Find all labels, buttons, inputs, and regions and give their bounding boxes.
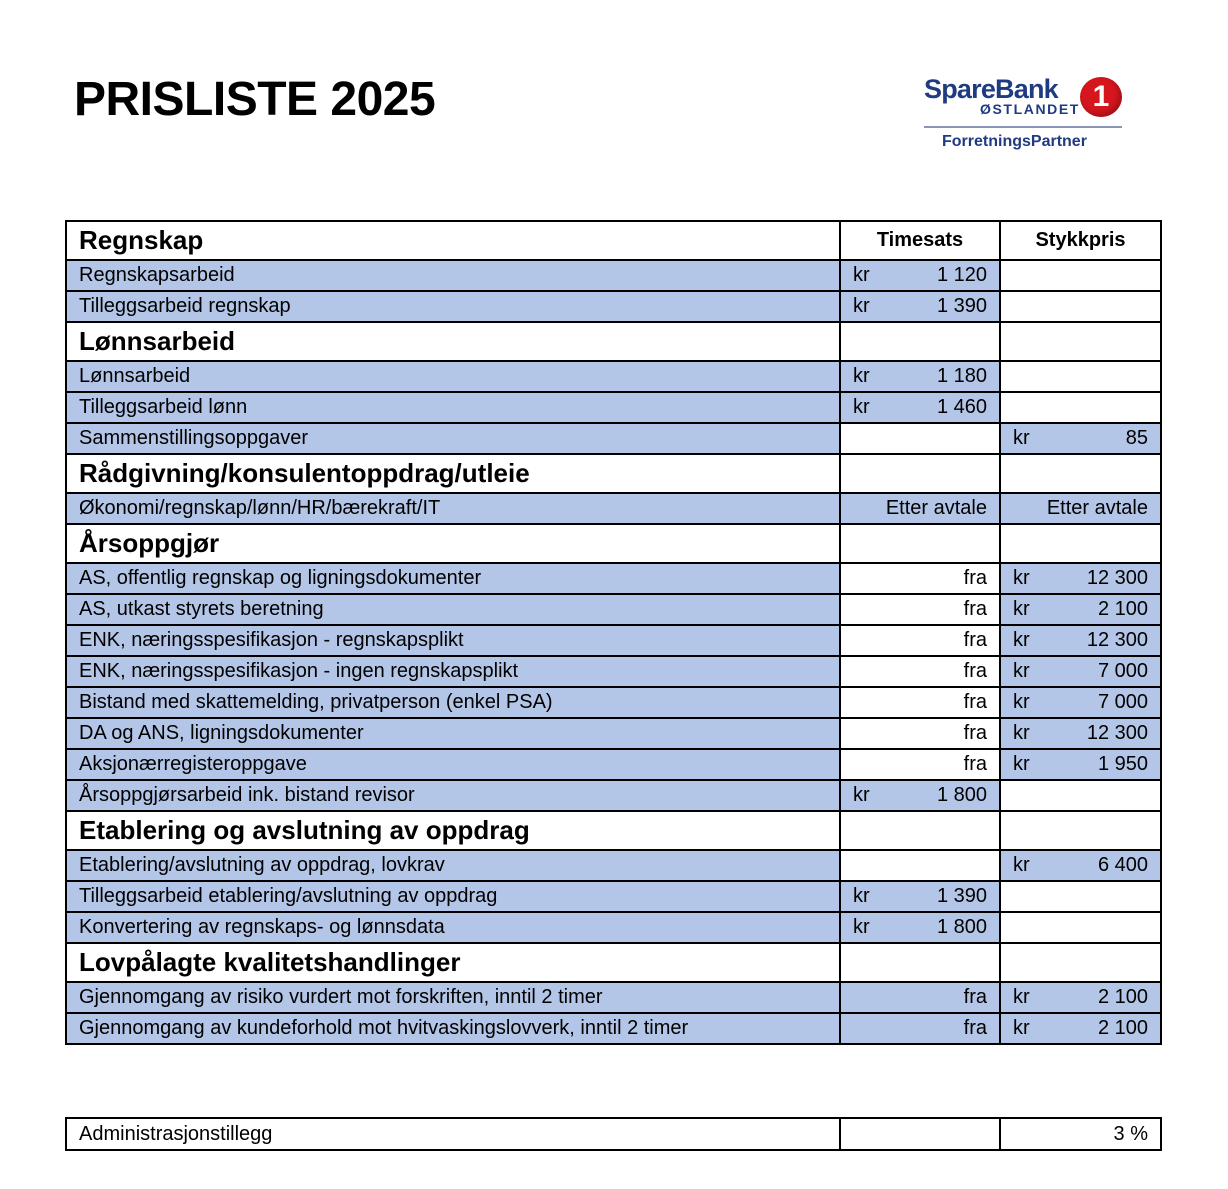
table-row xyxy=(66,260,1161,291)
currency: kr xyxy=(1013,629,1030,651)
currency: kr xyxy=(1013,691,1030,713)
admin-fee-empty-cell xyxy=(840,1118,1000,1150)
amount: 2 100 xyxy=(1097,598,1148,620)
unit-price-cell xyxy=(1000,322,1161,361)
unit-price-cell: Etter avtale xyxy=(1000,493,1161,524)
amount: 12 300 xyxy=(1086,722,1148,744)
table-row xyxy=(66,594,1161,625)
row-label: Lønnsarbeid xyxy=(66,361,840,392)
row-label: Regnskapsarbeid xyxy=(66,260,840,291)
currency: kr xyxy=(1013,427,1030,449)
sparebank-logo xyxy=(922,74,1132,154)
hourly-price-cell xyxy=(840,780,1000,811)
unit-price-cell xyxy=(1000,718,1161,749)
column-header-unit: Stykkpris xyxy=(1000,221,1161,260)
logo-partner-text: ForretningsPartner xyxy=(942,133,1087,150)
table-row xyxy=(66,687,1161,718)
from-prefix: fra xyxy=(840,687,1000,718)
amount: 2 100 xyxy=(1097,1017,1148,1039)
price-table xyxy=(65,220,1162,1045)
table-row xyxy=(66,625,1161,656)
currency: kr xyxy=(1013,854,1030,876)
row-label: AS, utkast styrets beretning xyxy=(66,594,840,625)
table-row xyxy=(66,361,1161,392)
unit-price-cell xyxy=(1000,1013,1161,1044)
currency: kr xyxy=(853,264,870,286)
unit-price-cell xyxy=(1000,749,1161,780)
section-heading: Lønnsarbeid xyxy=(66,322,840,361)
logo-region-text: ØSTLANDET xyxy=(980,101,1080,117)
hourly-price-cell xyxy=(840,322,1000,361)
table-row xyxy=(66,912,1161,943)
unit-price-cell xyxy=(1000,423,1161,454)
amount: 1 800 xyxy=(936,784,987,806)
from-prefix: fra xyxy=(840,625,1000,656)
section-row xyxy=(66,811,1161,850)
admin-fee-value: 3 % xyxy=(1000,1118,1161,1150)
hourly-price-cell xyxy=(840,881,1000,912)
unit-price-cell xyxy=(1000,260,1161,291)
section-heading: Regnskap xyxy=(66,221,840,260)
unit-price-cell xyxy=(1000,454,1161,493)
row-label: Tilleggsarbeid lønn xyxy=(66,392,840,423)
currency: kr xyxy=(1013,722,1030,744)
amount: 2 100 xyxy=(1097,986,1148,1008)
unit-price-cell xyxy=(1000,563,1161,594)
currency: kr xyxy=(853,295,870,317)
table-row xyxy=(66,563,1161,594)
amount: 12 300 xyxy=(1086,629,1148,651)
amount: 1 390 xyxy=(936,885,987,907)
hourly-price-cell xyxy=(840,524,1000,563)
row-label: Aksjonærregisteroppgave xyxy=(66,749,840,780)
currency: kr xyxy=(853,365,870,387)
hourly-price-cell xyxy=(840,811,1000,850)
from-prefix: fra xyxy=(840,982,1000,1013)
currency: kr xyxy=(1013,753,1030,775)
row-label: Gjennomgang av risiko vurdert mot forskriften, inntil 2 timer xyxy=(66,982,840,1013)
unit-price-cell xyxy=(1000,780,1161,811)
currency: kr xyxy=(853,916,870,938)
unit-price-cell xyxy=(1000,392,1161,423)
from-prefix: fra xyxy=(840,749,1000,780)
row-label: ENK, næringsspesifikasjon - regnskapsplikt xyxy=(66,625,840,656)
admin-fee-table xyxy=(65,1117,1162,1151)
unit-price-cell xyxy=(1000,881,1161,912)
currency: kr xyxy=(853,885,870,907)
row-label: ENK, næringsspesifikasjon - ingen regnskapsplikt xyxy=(66,656,840,687)
amount: 1 800 xyxy=(936,916,987,938)
table-row xyxy=(66,423,1161,454)
table-row xyxy=(66,392,1161,423)
section-row xyxy=(66,454,1161,493)
unit-price-cell xyxy=(1000,687,1161,718)
table-row xyxy=(66,881,1161,912)
table-row xyxy=(66,850,1161,881)
page-title: PRISLISTE 2025 xyxy=(74,73,436,126)
amount: 6 400 xyxy=(1097,854,1148,876)
logo-divider xyxy=(924,126,1122,128)
hourly-price-cell xyxy=(840,912,1000,943)
row-label: Bistand med skattemelding, privatperson (enkel PSA) xyxy=(66,687,840,718)
unit-price-cell xyxy=(1000,291,1161,322)
section-heading: Lovpålagte kvalitetshandlinger xyxy=(66,943,840,982)
currency: kr xyxy=(853,396,870,418)
row-label: Årsoppgjørsarbeid ink. bistand revisor xyxy=(66,780,840,811)
section-row xyxy=(66,943,1161,982)
amount: 1 460 xyxy=(936,396,987,418)
amount: 1 390 xyxy=(936,295,987,317)
table-row xyxy=(66,1118,1161,1150)
section-row xyxy=(66,322,1161,361)
hourly-price-cell xyxy=(840,943,1000,982)
unit-price-cell xyxy=(1000,943,1161,982)
table-row xyxy=(66,718,1161,749)
currency: kr xyxy=(853,784,870,806)
from-prefix: fra xyxy=(840,718,1000,749)
amount: 1 120 xyxy=(936,264,987,286)
unit-price-cell xyxy=(1000,850,1161,881)
table-row xyxy=(66,291,1161,322)
hourly-price-cell xyxy=(840,454,1000,493)
currency: kr xyxy=(1013,986,1030,1008)
unit-price-cell xyxy=(1000,912,1161,943)
amount: 1 180 xyxy=(936,365,987,387)
unit-price-cell xyxy=(1000,656,1161,687)
from-prefix: fra xyxy=(840,563,1000,594)
hourly-price-cell xyxy=(840,392,1000,423)
table-header-row xyxy=(66,221,1161,260)
currency: kr xyxy=(1013,660,1030,682)
logo-badge-icon: 1 xyxy=(1080,77,1122,117)
logo-brand-text: SpareBank xyxy=(924,74,1058,104)
section-heading: Etablering og avslutning av oppdrag xyxy=(66,811,840,850)
currency: kr xyxy=(1013,1017,1030,1039)
amount: 7 000 xyxy=(1097,691,1148,713)
unit-price-cell xyxy=(1000,361,1161,392)
hourly-price-cell xyxy=(840,423,1000,454)
hourly-price-cell xyxy=(840,260,1000,291)
currency: kr xyxy=(1013,598,1030,620)
row-label: Økonomi/regnskap/lønn/HR/bærekraft/IT xyxy=(66,493,840,524)
from-prefix: fra xyxy=(840,1013,1000,1044)
section-heading: Årsoppgjør xyxy=(66,524,840,563)
unit-price-cell xyxy=(1000,524,1161,563)
section-heading: Rådgivning/konsulentoppdrag/utleie xyxy=(66,454,840,493)
table-row xyxy=(66,780,1161,811)
table-row xyxy=(66,493,1161,524)
amount: 7 000 xyxy=(1097,660,1148,682)
section-row xyxy=(66,524,1161,563)
hourly-price-cell xyxy=(840,361,1000,392)
table-row xyxy=(66,982,1161,1013)
amount: 1 950 xyxy=(1097,753,1148,775)
column-header-hourly: Timesats xyxy=(840,221,1000,260)
table-row xyxy=(66,656,1161,687)
table-row xyxy=(66,1013,1161,1044)
amount: 12 300 xyxy=(1086,567,1148,589)
row-label: AS, offentlig regnskap og ligningsdokumenter xyxy=(66,563,840,594)
unit-price-cell xyxy=(1000,811,1161,850)
unit-price-cell xyxy=(1000,982,1161,1013)
row-label: Sammenstillingsoppgaver xyxy=(66,423,840,454)
hourly-price-cell xyxy=(840,850,1000,881)
row-label: Tilleggsarbeid regnskap xyxy=(66,291,840,322)
table-row xyxy=(66,749,1161,780)
admin-fee-label: Administrasjonstillegg xyxy=(66,1118,840,1150)
unit-price-cell xyxy=(1000,594,1161,625)
row-label: DA og ANS, ligningsdokumenter xyxy=(66,718,840,749)
row-label: Etablering/avslutning av oppdrag, lovkrav xyxy=(66,850,840,881)
unit-price-cell xyxy=(1000,625,1161,656)
from-prefix: fra xyxy=(840,656,1000,687)
amount: 85 xyxy=(1125,427,1148,449)
currency: kr xyxy=(1013,567,1030,589)
row-label: Gjennomgang av kundeforhold mot hvitvaskingslovverk, inntil 2 timer xyxy=(66,1013,840,1044)
row-label: Tilleggsarbeid etablering/avslutning av oppdrag xyxy=(66,881,840,912)
hourly-price-cell xyxy=(840,291,1000,322)
row-label: Konvertering av regnskaps- og lønnsdata xyxy=(66,912,840,943)
from-prefix: fra xyxy=(840,594,1000,625)
hourly-price-cell: Etter avtale xyxy=(840,493,1000,524)
